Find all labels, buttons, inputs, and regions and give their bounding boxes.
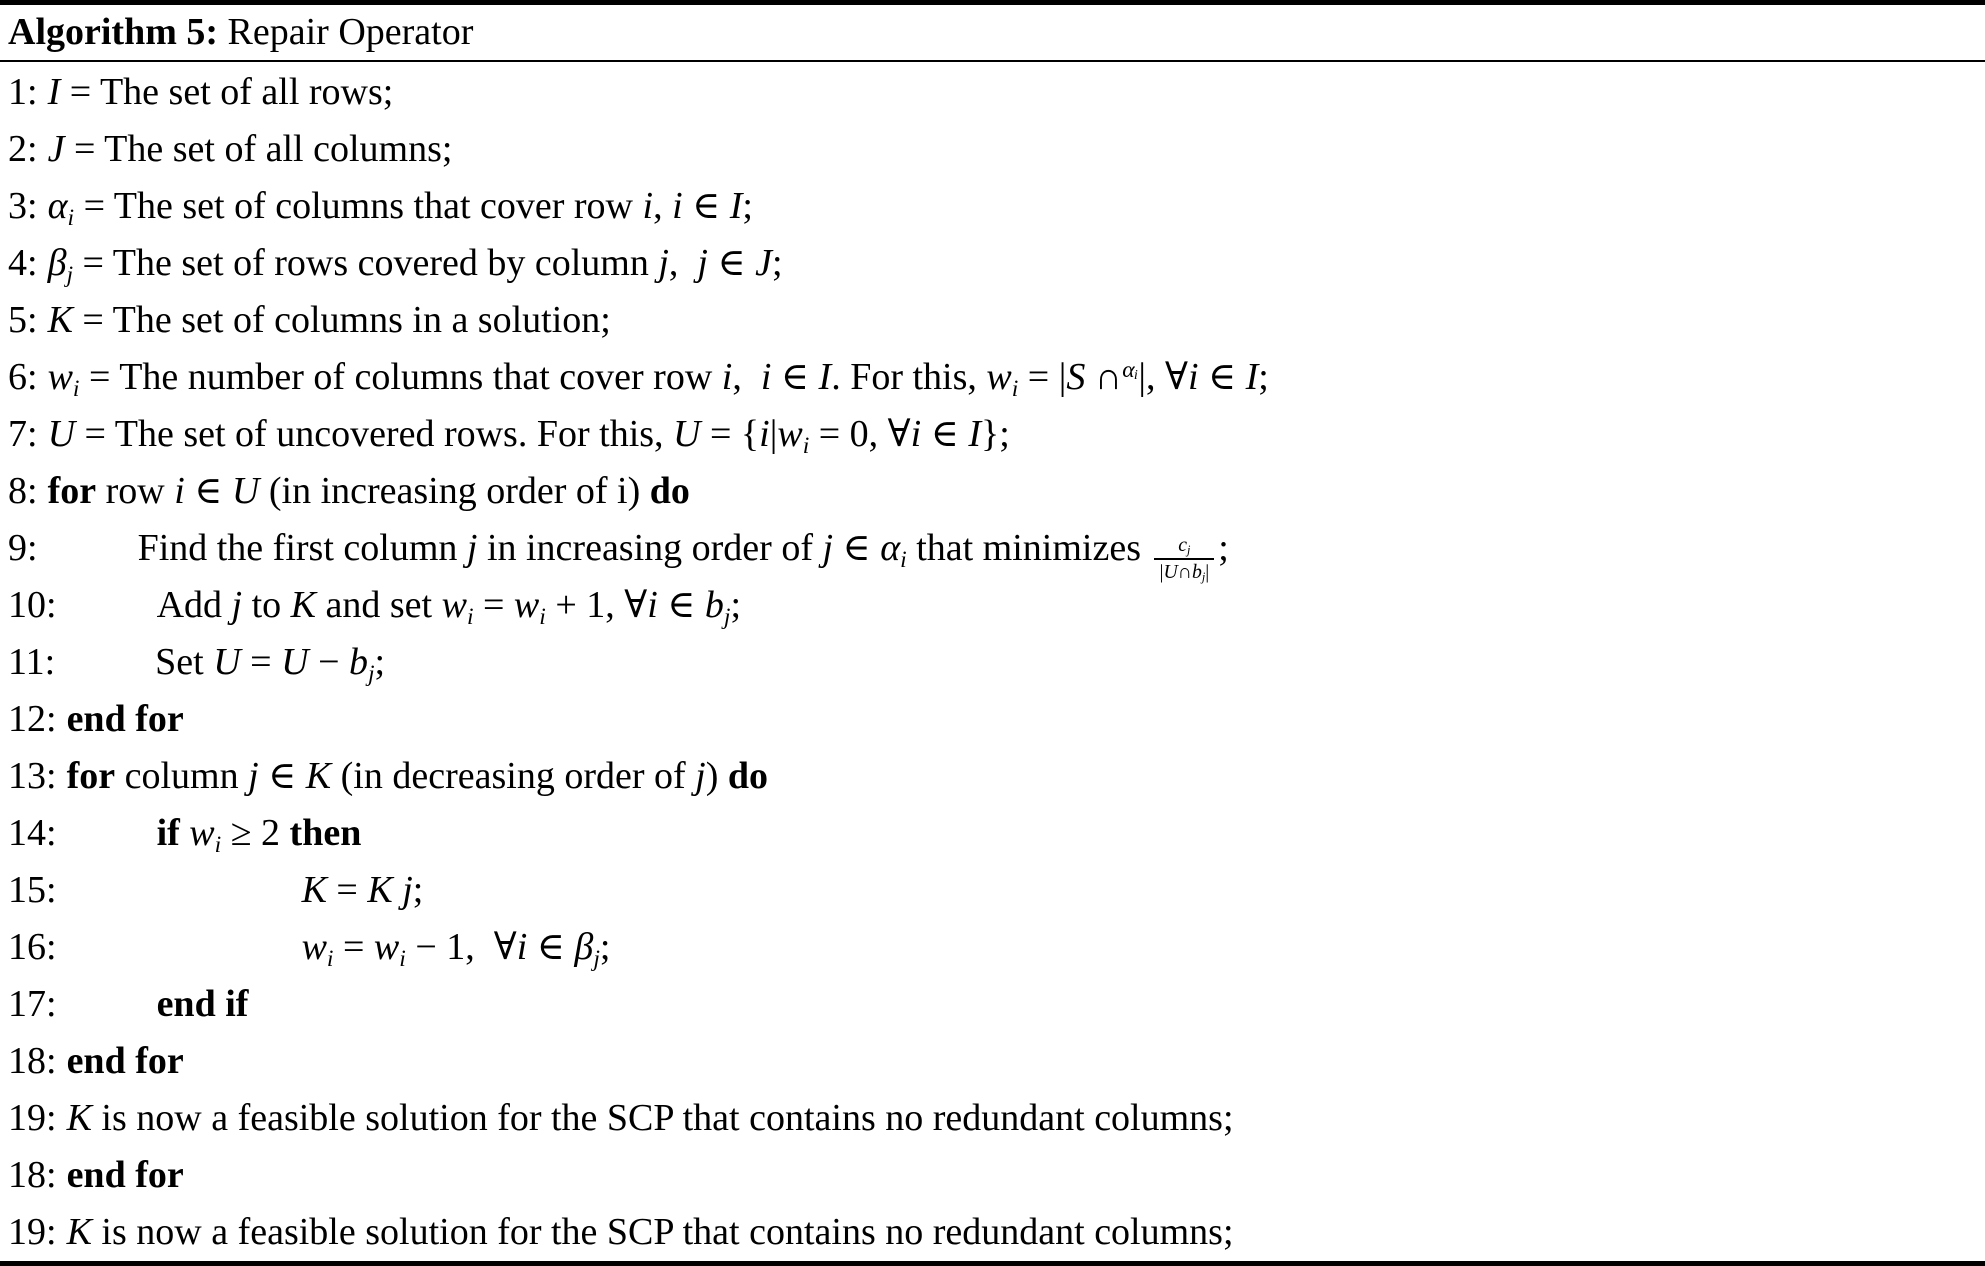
text-segment: α — [47, 185, 68, 227]
text-segment: end for — [66, 698, 184, 740]
line-content — [67, 1033, 184, 1090]
line-number: 4: — [8, 242, 38, 284]
text-segment: and set — [316, 584, 442, 626]
text-segment: = The set of all columns; — [64, 128, 453, 170]
text-segment: ∈ — [1198, 356, 1246, 398]
line-number: 6: — [8, 356, 38, 398]
text-segment: , — [653, 185, 673, 227]
line-number: 13: — [8, 755, 57, 797]
line-number: 11: — [8, 641, 56, 683]
text-segment: ) — [705, 755, 728, 797]
line-number: 5: — [8, 299, 38, 341]
text-segment: I — [968, 413, 981, 455]
text-segment: ∈ — [707, 242, 756, 284]
algorithm-line — [0, 805, 1985, 862]
line-number: 14: — [8, 812, 57, 854]
line-content — [48, 349, 1269, 411]
text-segment: (in increasing order of i) — [259, 470, 650, 512]
line-content — [138, 520, 1229, 584]
text-segment: ; — [772, 242, 783, 284]
text-segment: ∈ — [527, 926, 575, 968]
text-segment: ; — [412, 869, 424, 911]
text-segment: + 1, ∀ — [545, 584, 648, 626]
text-segment: end for — [66, 1040, 184, 1082]
text-segment: Add — [156, 584, 232, 626]
text-segment: K — [66, 1097, 92, 1139]
text-segment: row — [96, 470, 175, 512]
line-content — [157, 805, 362, 867]
text-segment: = | — [1018, 356, 1067, 398]
text-segment: ∩ — [1177, 560, 1192, 583]
algorithm-line — [0, 463, 1985, 520]
algorithm-body — [0, 62, 1985, 1261]
line-content — [67, 691, 184, 748]
text-segment: i — [466, 603, 474, 630]
text-segment: = The set of rows covered by column — [73, 242, 659, 284]
text-segment: w — [189, 812, 215, 854]
algorithm-line — [0, 1204, 1985, 1261]
text-segment: i — [539, 603, 546, 630]
text-segment: K j — [367, 869, 413, 911]
text-segment: = — [326, 869, 368, 911]
text-segment: j — [248, 755, 259, 797]
text-segment: is now a feasible solution for the SCP that contains no redundant columns; — [91, 1211, 1234, 1253]
text-segment: I — [1245, 356, 1259, 398]
text-segment: = The set of uncovered rows. For this, — [75, 413, 674, 455]
text-segment: i — [399, 945, 406, 972]
algorithm-line — [0, 748, 1985, 805]
text-segment: }; — [980, 413, 1010, 455]
text-segment: K — [305, 755, 332, 797]
text-segment: U — [1163, 560, 1178, 583]
line-number: 16: — [8, 926, 57, 968]
text-segment: w — [513, 584, 540, 626]
line-content — [48, 178, 753, 240]
text-segment: Set — [155, 641, 214, 683]
fraction — [1154, 534, 1214, 583]
text-segment: β — [574, 926, 594, 968]
text-segment: j — [1201, 570, 1206, 585]
algorithm-line — [0, 292, 1985, 349]
text-segment: i — [516, 926, 528, 968]
text-segment: w — [777, 413, 803, 455]
line-content — [67, 748, 768, 805]
text-segment: = { — [700, 413, 760, 455]
text-segment: i — [1187, 356, 1199, 398]
text-segment: w — [373, 926, 400, 968]
text-segment: i — [672, 185, 683, 227]
text-segment: = The set of columns in a solution; — [72, 299, 611, 341]
line-number: 18: — [8, 1154, 57, 1196]
line-content — [67, 1204, 1234, 1261]
algorithm-line — [0, 235, 1985, 292]
text-segment: ∈ — [657, 584, 705, 626]
text-segment: ∈ — [771, 356, 819, 398]
algorithm-line — [0, 634, 1985, 691]
algorithm-line — [0, 577, 1985, 634]
line-number: 18: — [8, 1040, 57, 1082]
line-content — [48, 121, 453, 178]
text-segment: ∈ — [682, 185, 730, 227]
text-segment: = — [240, 641, 282, 683]
text-segment: j — [368, 660, 375, 687]
text-segment: i — [759, 413, 770, 455]
algorithm-line — [0, 349, 1985, 406]
text-segment: do — [727, 755, 769, 797]
text-segment: in increasing order of — [477, 527, 823, 569]
text-segment: ; — [742, 185, 753, 227]
line-content — [48, 463, 690, 520]
text-segment: w — [441, 584, 467, 626]
text-segment: ; — [374, 641, 386, 683]
text-segment: . For this, — [831, 356, 987, 398]
text-segment: j — [822, 527, 834, 569]
text-segment: K — [66, 1211, 92, 1253]
line-number: 8: — [8, 470, 38, 512]
bottom-rule — [0, 1261, 1985, 1266]
text-segment: − — [308, 641, 349, 683]
text-segment: J — [755, 242, 772, 284]
line-content — [302, 862, 424, 919]
algorithm-line — [0, 1147, 1985, 1204]
algorithm-title: Repair Operator — [227, 11, 474, 53]
line-content — [157, 976, 249, 1033]
fraction-denominator — [1154, 560, 1214, 584]
text-segment: β — [47, 242, 67, 284]
text-segment: j — [1187, 543, 1191, 558]
text-segment: |, ∀ — [1138, 356, 1188, 398]
text-segment: then — [289, 812, 362, 854]
text-segment: i — [214, 831, 222, 858]
text-segment: i — [67, 204, 75, 231]
text-segment: j — [723, 603, 731, 630]
line-number: 2: — [8, 128, 38, 170]
algorithm-label: Algorithm 5: — [8, 11, 219, 53]
text-segment: = — [473, 584, 514, 626]
text-segment: ∩ — [1085, 356, 1123, 398]
text-segment: for — [66, 755, 116, 797]
text-segment: K — [301, 869, 327, 911]
line-number: 10: — [8, 584, 57, 626]
text-segment: αᵢ — [1122, 357, 1139, 384]
text-segment: i — [642, 185, 654, 227]
algorithm-line — [0, 178, 1985, 235]
text-segment: U — [213, 641, 241, 683]
text-segment: ≥ 2 — [221, 812, 290, 854]
text-segment: w — [47, 356, 73, 398]
line-number: 3: — [8, 185, 38, 227]
line-number: 15: — [8, 869, 57, 911]
algorithm-line — [0, 406, 1985, 463]
text-segment: (in decreasing order of — [331, 755, 696, 797]
text-segment: j — [695, 755, 706, 797]
line-number: 17: — [8, 983, 57, 1025]
text-segment: , — [732, 356, 761, 398]
line-content — [48, 406, 1010, 468]
text-segment: to — [242, 584, 291, 626]
text-segment: K — [290, 584, 316, 626]
text-segment: i — [72, 375, 80, 402]
text-segment: i — [910, 413, 922, 455]
text-segment: b — [704, 584, 724, 626]
text-segment: column — [115, 755, 249, 797]
algorithm-line — [0, 64, 1985, 121]
line-number: 12: — [8, 698, 57, 740]
text-segment: if — [156, 812, 180, 854]
caption-spacer — [218, 11, 228, 53]
algorithm-line — [0, 121, 1985, 178]
text-segment: i — [900, 546, 907, 573]
line-number: 19: — [8, 1211, 57, 1253]
line-content — [157, 577, 741, 639]
text-segment: ∈ — [921, 413, 969, 455]
text-segment: i — [174, 470, 185, 512]
text-segment: S — [1066, 356, 1086, 398]
text-segment: = The set of columns that cover row — [74, 185, 643, 227]
text-segment: i — [647, 584, 658, 626]
text-segment: j — [658, 242, 669, 284]
line-content — [302, 919, 611, 981]
text-segment: = The set of all rows; — [60, 71, 394, 113]
text-segment: ; — [599, 926, 611, 968]
text-segment: ; — [1218, 527, 1229, 569]
text-segment: i — [721, 356, 733, 398]
text-segment: | — [769, 413, 778, 455]
text-segment: I — [729, 185, 743, 227]
line-content — [155, 634, 385, 696]
algorithm-line — [0, 1033, 1985, 1090]
line-number: 9: — [8, 527, 38, 569]
text-segment: | — [1205, 560, 1210, 583]
algorithm-line — [0, 1090, 1985, 1147]
line-content — [48, 292, 611, 349]
algorithm-caption — [0, 5, 1985, 60]
text-segment: ; — [1258, 356, 1269, 398]
line-content — [67, 1090, 1234, 1147]
text-segment — [180, 812, 190, 854]
line-content — [67, 1147, 184, 1204]
text-segment: U — [673, 413, 701, 455]
fraction-numerator — [1154, 534, 1214, 560]
text-segment: Find the first column — [137, 527, 467, 569]
text-segment: ∈ — [184, 470, 232, 512]
text-segment: b — [1191, 560, 1202, 583]
text-segment: is now a feasible solution for the SCP that contains no redundant columns; — [91, 1097, 1234, 1139]
text-segment: U — [47, 413, 76, 455]
text-segment: = The number of columns that cover row — [79, 356, 722, 398]
text-segment: i — [760, 356, 772, 398]
text-segment: c — [1178, 534, 1188, 557]
text-segment: w — [986, 356, 1012, 398]
text-segment: do — [649, 470, 690, 512]
text-segment: = 0, ∀ — [809, 413, 911, 455]
text-segment: | — [1159, 560, 1164, 583]
text-segment: for — [47, 470, 97, 512]
text-segment: j — [466, 527, 478, 569]
text-segment: J — [47, 128, 65, 170]
text-segment: U — [231, 470, 260, 512]
text-segment: j — [593, 945, 600, 972]
text-segment: ; — [730, 584, 742, 626]
text-segment: i — [326, 945, 334, 972]
line-content — [48, 64, 394, 121]
algorithm-line — [0, 691, 1985, 748]
algorithm-line — [0, 919, 1985, 976]
text-segment: j — [697, 242, 708, 284]
text-segment: i — [1011, 375, 1019, 402]
text-segment: end if — [156, 983, 249, 1025]
algorithm-line — [0, 520, 1985, 585]
text-segment: − 1, ∀ — [405, 926, 517, 968]
text-segment: ∈ — [258, 755, 306, 797]
line-number: 7: — [8, 413, 38, 455]
line-number: 1: — [8, 71, 38, 113]
text-segment: K — [47, 299, 73, 341]
text-segment: = — [333, 926, 374, 968]
text-segment: w — [301, 926, 327, 968]
text-segment: j — [231, 584, 243, 626]
text-segment: i — [802, 432, 810, 459]
text-segment: α — [880, 527, 901, 569]
text-segment: U — [281, 641, 309, 683]
text-segment: that minimizes — [906, 527, 1151, 569]
line-content — [48, 235, 783, 297]
text-segment: I — [818, 356, 832, 398]
text-segment: b — [349, 641, 368, 683]
text-segment: I — [47, 71, 61, 113]
algorithm-line — [0, 862, 1985, 919]
line-number: 19: — [8, 1097, 57, 1139]
algorithm-line — [0, 976, 1985, 1033]
text-segment: , — [668, 242, 698, 284]
text-segment: j — [66, 261, 74, 288]
text-segment: end for — [66, 1154, 184, 1196]
text-segment: ∈ — [833, 527, 881, 569]
